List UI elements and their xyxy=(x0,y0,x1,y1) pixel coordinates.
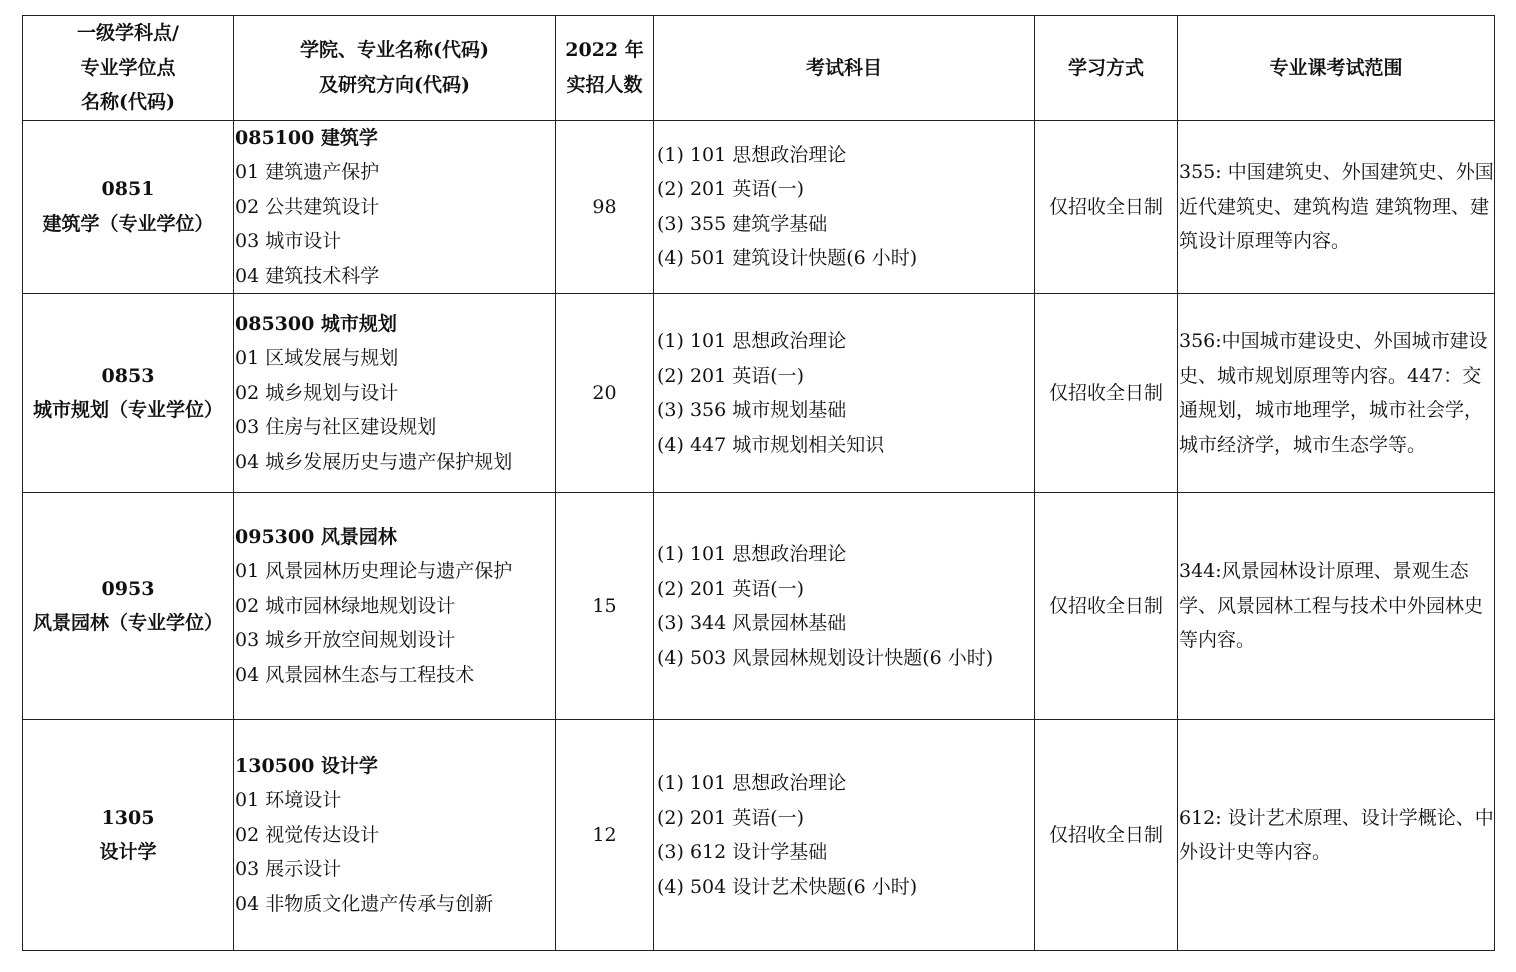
subjects-cell: (1) 101 思想政治理论 (2) 201 英语(一) (3) 355 建筑学基础 (4) 501 建筑设计快题(6 小时) xyxy=(654,120,1035,294)
scope-cell: 355: 中国建筑史、外国建筑史、外国近代建筑史、建筑构造 建筑物理、建筑设计原理等内容。 xyxy=(1178,120,1495,294)
scope-cell: 612: 设计艺术原理、设计学概论、中外设计史等内容。 xyxy=(1178,720,1495,951)
scope-cell: 356:中国城市建设史、外国城市建设史、城市规划原理等内容。447：交通规划，城市地理学，城市社会学，城市经济学，城市生态学等。 xyxy=(1178,294,1495,493)
major-cell: 085300 城市规划 01 区域发展与规划 02 城乡规划与设计 03 住房与社区建设规划 04 城乡发展历史与遗产保护规划 xyxy=(234,294,556,493)
table-row xyxy=(23,720,1495,951)
discipline-cell: 0853 城市规划（专业学位） xyxy=(23,294,234,493)
enrollment-cell: 20 xyxy=(556,294,654,493)
table-row xyxy=(23,120,1495,294)
discipline-cell: 0851 建筑学（专业学位） xyxy=(23,120,234,294)
header-mode: 学习方式 xyxy=(1035,16,1178,121)
major-cell: 095300 风景园林 01 风景园林历史理论与遗产保护 02 城市园林绿地规划设计 03 城乡开放空间规划设计 04 风景园林生态与工程技术 xyxy=(234,493,556,720)
mode-cell: 仅招收全日制 xyxy=(1035,120,1178,294)
discipline-cell: 0953 风景园林（专业学位） xyxy=(23,493,234,720)
subjects-cell: (1) 101 思想政治理论 (2) 201 英语(一) (3) 612 设计学基础 (4) 504 设计艺术快题(6 小时) xyxy=(654,720,1035,951)
header-enrollment: 2022 年 实招人数 xyxy=(556,16,654,121)
header-scope: 专业课考试范围 xyxy=(1178,16,1495,121)
subjects-cell: (1) 101 思想政治理论 (2) 201 英语(一) (3) 356 城市规划基础 (4) 447 城市规划相关知识 xyxy=(654,294,1035,493)
enrollment-cell: 12 xyxy=(556,720,654,951)
table-row xyxy=(23,493,1495,720)
admissions-table xyxy=(22,15,1495,951)
major-cell: 085100 建筑学 01 建筑遗产保护 02 公共建筑设计 03 城市设计 04 建筑技术科学 xyxy=(234,120,556,294)
scope-cell: 344:风景园林设计原理、景观生态学、风景园林工程与技术中外园林史等内容。 xyxy=(1178,493,1495,720)
mode-cell: 仅招收全日制 xyxy=(1035,720,1178,951)
discipline-cell: 1305 设计学 xyxy=(23,720,234,951)
mode-cell: 仅招收全日制 xyxy=(1035,493,1178,720)
header-row xyxy=(23,16,1495,121)
header-subjects: 考试科目 xyxy=(654,16,1035,121)
major-cell: 130500 设计学 01 环境设计 02 视觉传达设计 03 展示设计 04 非物质文化遗产传承与创新 xyxy=(234,720,556,951)
header-discipline: 一级学科点/ 专业学位点 名称(代码) xyxy=(23,16,234,121)
table-row xyxy=(23,294,1495,493)
header-major: 学院、专业名称(代码) 及研究方向(代码) xyxy=(234,16,556,121)
subjects-cell: (1) 101 思想政治理论 (2) 201 英语(一) (3) 344 风景园林基础 (4) 503 风景园林规划设计快题(6 小时) xyxy=(654,493,1035,720)
enrollment-cell: 15 xyxy=(556,493,654,720)
enrollment-cell: 98 xyxy=(556,120,654,294)
mode-cell: 仅招收全日制 xyxy=(1035,294,1178,493)
